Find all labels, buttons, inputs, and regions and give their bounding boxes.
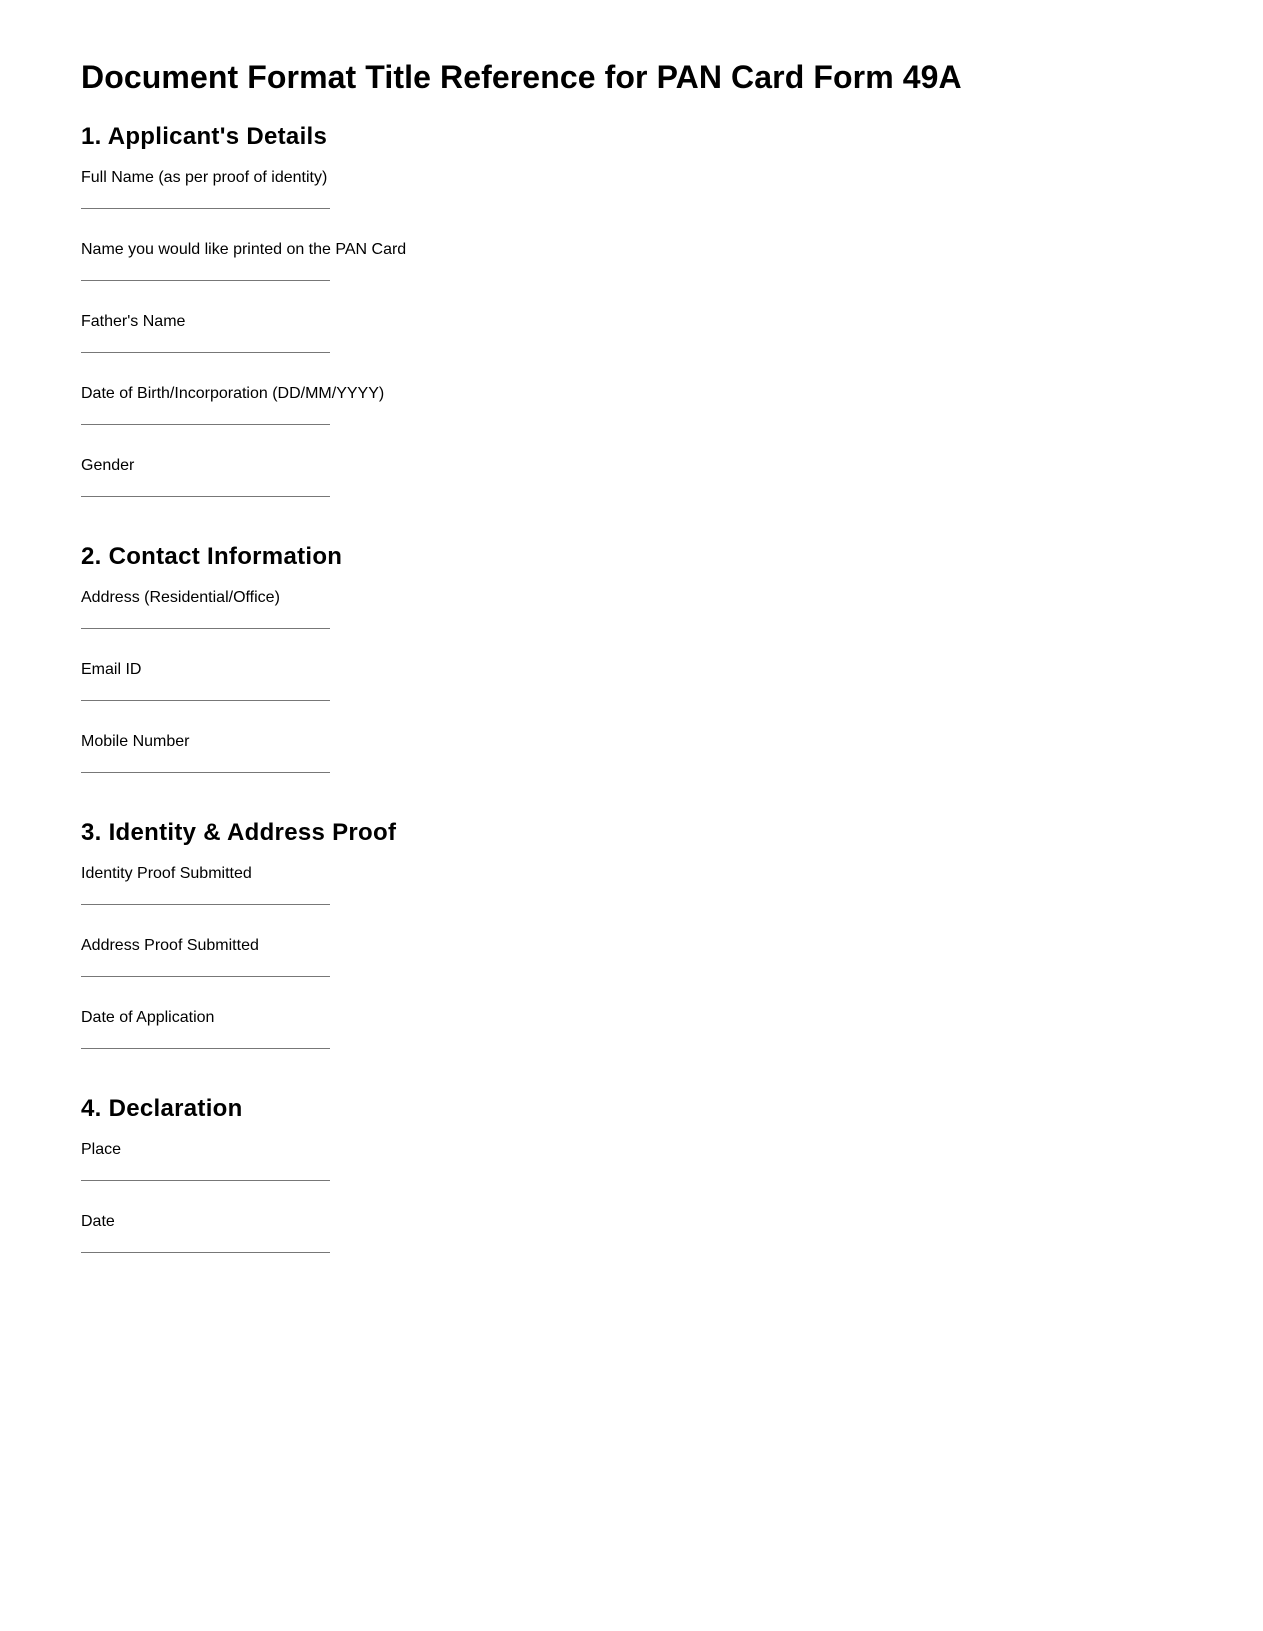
field-email [81,660,481,712]
mobile-number-input[interactable] [81,772,330,773]
full-name-input[interactable] [81,208,330,209]
field-address-proof [81,936,481,988]
field-full-name [81,168,481,220]
field-label: Identity Proof Submitted [81,865,252,882]
field-label: Mobile Number [81,733,190,750]
date-input[interactable] [81,1252,330,1253]
section-heading-contact-information: 2. Contact Information [81,543,343,570]
page-title: Document Format Title Reference for PAN Card Form 49A [81,59,962,95]
field-printed-name [81,240,481,292]
field-fathers-name [81,312,481,364]
place-input[interactable] [81,1180,330,1181]
field-date [81,1212,481,1264]
section-heading-applicant-details: 1. Applicant's Details [81,123,328,150]
field-label: Place [81,1141,122,1158]
section-heading-identity-address-proof: 3. Identity & Address Proof [81,819,397,846]
field-label: Address (Residential/Office) [81,589,280,606]
field-label: Date [81,1213,115,1230]
identity-proof-input[interactable] [81,904,330,905]
field-label: Full Name (as per proof of identity) [81,169,328,186]
field-label: Date of Birth/Incorporation (DD/MM/YYYY) [81,385,385,402]
address-input[interactable] [81,628,330,629]
field-identity-proof [81,864,481,916]
printed-name-input[interactable] [81,280,330,281]
field-label: Father's Name [81,313,186,330]
gender-input[interactable] [81,496,330,497]
field-label: Address Proof Submitted [81,937,259,954]
field-label: Date of Application [81,1009,215,1026]
field-address [81,588,481,640]
date-of-birth-input[interactable] [81,424,330,425]
field-label: Email ID [81,661,142,678]
field-mobile-number [81,732,481,784]
email-input[interactable] [81,700,330,701]
field-label: Name you would like printed on the PAN Card [81,241,407,258]
field-date-of-application [81,1008,481,1060]
field-label: Gender [81,457,135,474]
section-heading-declaration: 4. Declaration [81,1095,243,1122]
field-place [81,1140,481,1192]
date-of-application-input[interactable] [81,1048,330,1049]
address-proof-input[interactable] [81,976,330,977]
field-date-of-birth [81,384,481,436]
field-gender [81,456,481,508]
fathers-name-input[interactable] [81,352,330,353]
